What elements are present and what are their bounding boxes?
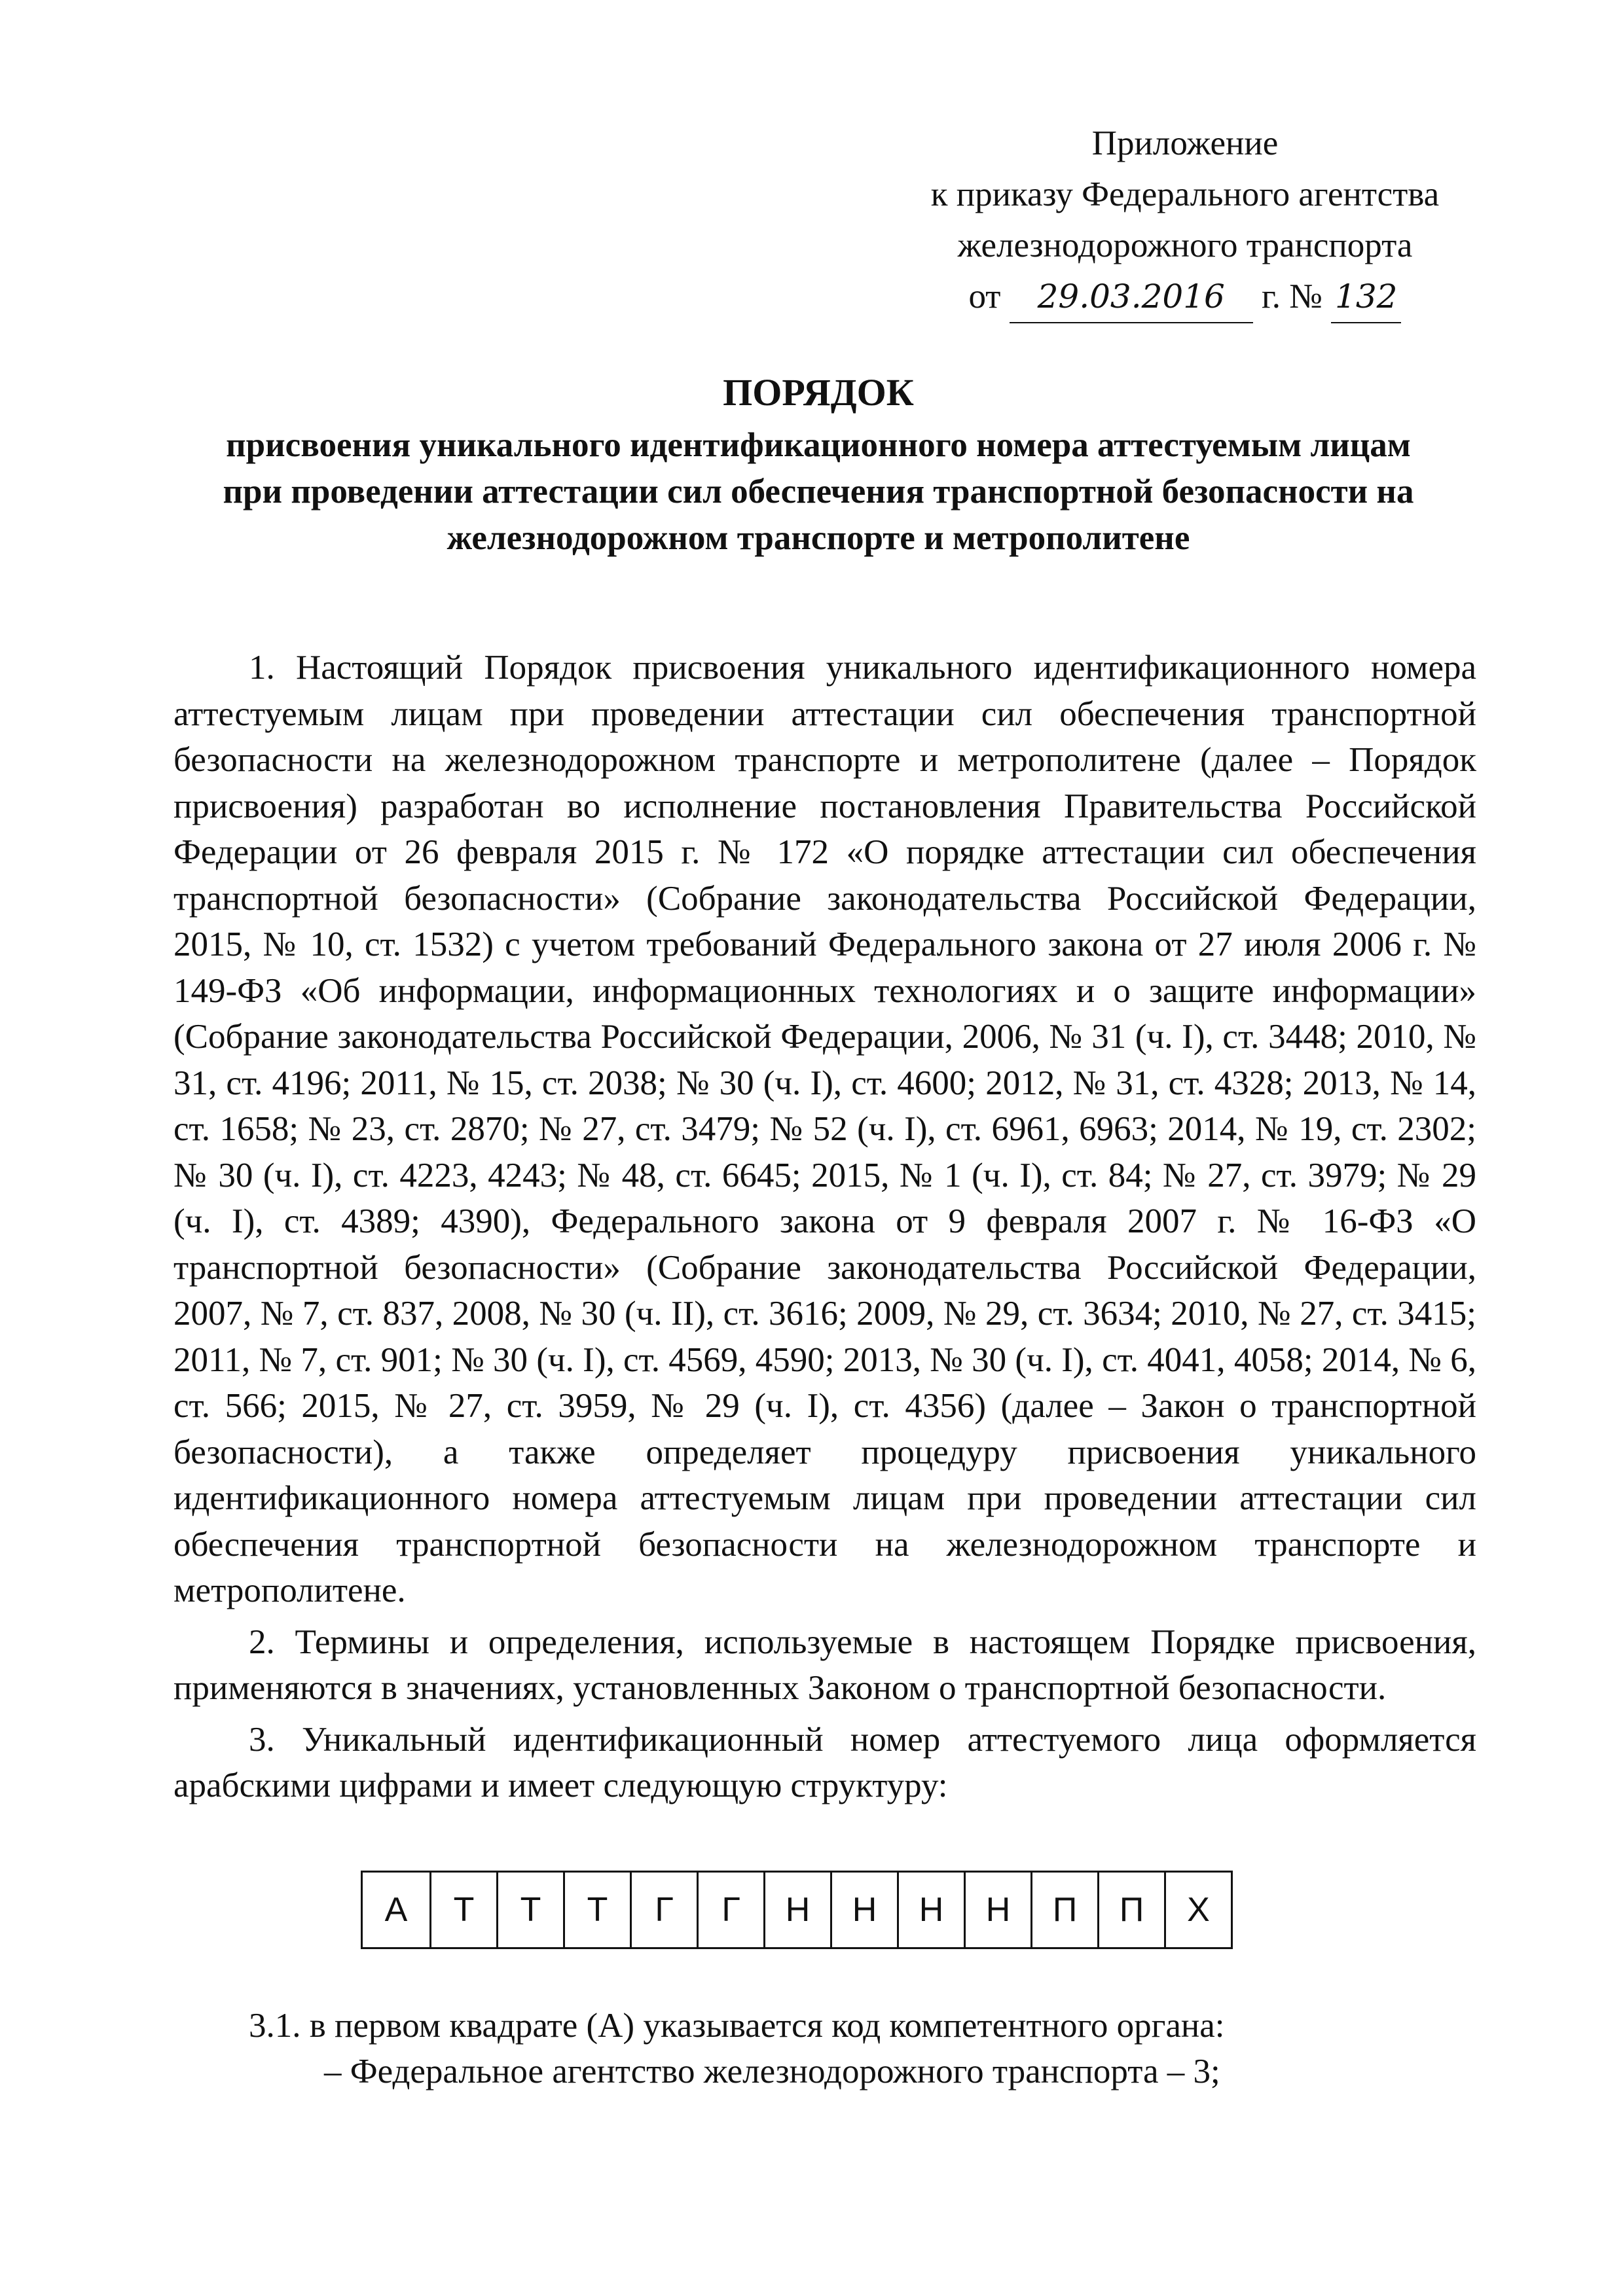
code-cell: П bbox=[1030, 1873, 1097, 1947]
paragraph-3: 3. Уникальный идентификационный номер аттестуемого лица оформляется арабскими цифрами и имеет следующую структуру: bbox=[173, 1720, 1476, 1804]
document-title-block bbox=[151, 363, 1486, 562]
code-cell: А bbox=[384, 1891, 408, 1929]
code-cell: Н bbox=[763, 1873, 830, 1947]
handwritten-order-number: 132 bbox=[1331, 271, 1401, 323]
document-heading: ПОРЯДОК bbox=[723, 371, 914, 414]
code-cell: Т bbox=[496, 1873, 563, 1947]
code-cell: Н bbox=[830, 1873, 897, 1947]
code-cell: П bbox=[1097, 1873, 1164, 1947]
code-cell: Т bbox=[563, 1873, 630, 1947]
code-cell: Т bbox=[429, 1873, 496, 1947]
code-cell: Г bbox=[697, 1873, 763, 1947]
appendix-title: Приложение bbox=[1091, 124, 1279, 162]
year-number-label: г. № bbox=[1261, 278, 1322, 315]
subtitle-line: железнодорожном транспорте и метрополитене bbox=[447, 519, 1190, 557]
item-3-1: 3.1. в первом квадрате (А) указывается код компетентного органа: bbox=[249, 2007, 1225, 2045]
document-body bbox=[173, 645, 1476, 1809]
subtitle-line: присвоения уникального идентификационного номера аттестуемым лицам bbox=[226, 426, 1411, 464]
appendix-order-reference: к приказу Федерального агентства bbox=[930, 175, 1440, 213]
appendix-header bbox=[890, 118, 1480, 323]
paragraph-1: 1. Настоящий Порядок присвоения уникального идентификационного номера аттестуемым лицам при проведении аттестации сил обеспечения транспортной безопасности на железнодорожном транспорте и метрополитене (далее – Порядок присвоения) разработан во исполнение постановления Правительства Российской Федерации от 26 февраля 2015 г. № 172 «О порядке аттестации сил обеспечения транспортной безопасности» (Собрание законодательства Российской Федерации, 2015, № 10, ст. 1532) с учетом требований Федерального закона от 27 июля 2006 г. № 149-ФЗ «Об информации, информационных технологиях и о защите информации» (Собрание законодательства Российской Федерации, 2006, № 31 (ч. I), ст. 3448; 2010, № 31, ст. 4196; 2011, № 15, ст. 2038; № 30 (ч. I), ст. 4600; 2012, № 31, ст. 4328; 2013, № 14, ст. 1658; № 23, ст. 2870; № 27, ст. 3479; № 52 (ч. I), ст. 6961, 6963; 2014, № 19, ст. 2302; № 30 (ч. I), ст. 4223, 4243; № 48, ст. 6645; 2015, № 1 (ч. I), ст. 84; № 27, ст. 3979; № 29 (ч. I), ст. 4389; 4390), Федерального закона от 9 февраля 2007 г. № 16-ФЗ «О транспортной безопасности» (Собрание законодательства Российской Федерации, 2007, № 7, ст. 837, 2008, № 30 (ч. II), ст. 3616; 2009, № 29, ст. 3634; 2010, № 27, ст. 3415; 2011, № 7, ст. 901; № 30 (ч. I), ст. 4569, 4590; 2013, № 30 (ч. I), ст. 4041, 4058; 2014, № 6, ст. 566; 2015, № 27, ст. 3959, № 29 (ч. I), ст. 4356) (далее – Закон о транспортной безопасности), а также определяет процедуру присвоения уникального идентификационного номера аттестуемым лицам при проведении аттестации сил обеспечения транспортной безопасности на железнодорожном транспорте и метрополитене. bbox=[173, 649, 1476, 1609]
from-label: от bbox=[968, 278, 1001, 315]
document-subtitle bbox=[151, 422, 1486, 562]
paragraph-2: 2. Термины и определения, используемые в настоящем Порядке присвоения, применяются в значениях, установленных Законом о транспортной безопасности. bbox=[173, 1623, 1476, 1707]
subtitle-line: при проведении аттестации сил обеспечения транспортной безопасности на bbox=[223, 473, 1414, 511]
code-cell: Н bbox=[897, 1873, 964, 1947]
handwritten-date: 29.03.2016 bbox=[1010, 271, 1253, 323]
code-cell: Г bbox=[630, 1873, 697, 1947]
code-cell: Х bbox=[1164, 1873, 1231, 1947]
appendix-agency: железнодорожного транспорта bbox=[957, 226, 1413, 264]
code-cell: Н bbox=[964, 1873, 1030, 1947]
item-3-1-agency-code: – Федеральное агентство железнодорожного транспорта – 3; bbox=[324, 2053, 1220, 2090]
id-number-structure-table bbox=[361, 1871, 1233, 1949]
appendix-date-number-line bbox=[890, 271, 1480, 323]
